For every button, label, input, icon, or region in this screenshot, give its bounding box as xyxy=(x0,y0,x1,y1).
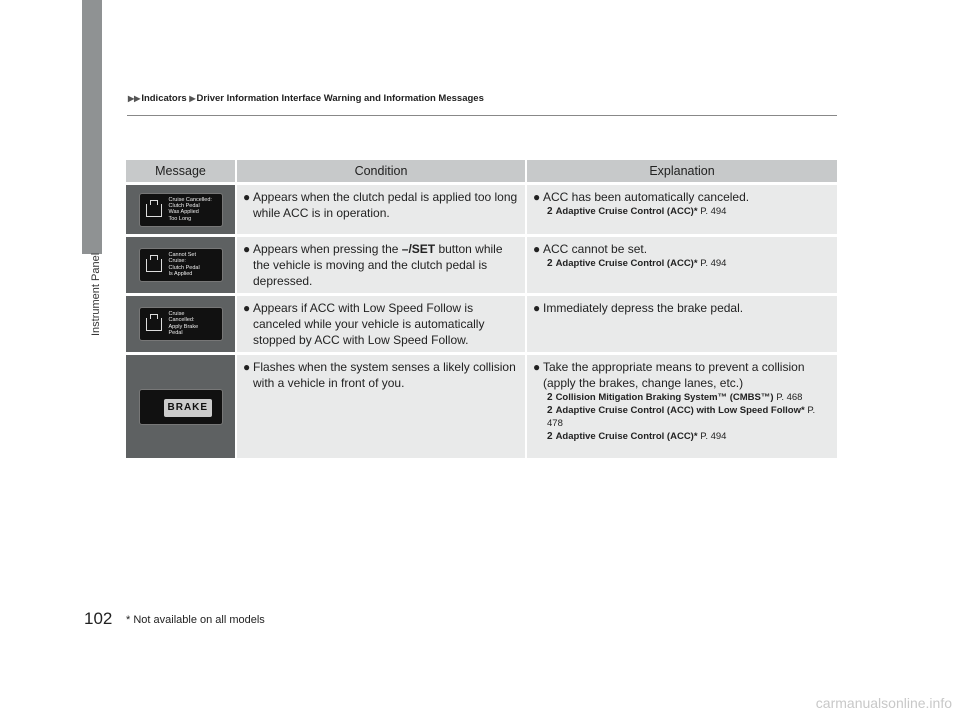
footnote: * Not available on all models xyxy=(126,614,265,626)
reference-page: P. 494 xyxy=(700,431,727,442)
brake-warning-label: BRAKE xyxy=(164,399,213,417)
section-tab xyxy=(82,0,102,254)
display-screen xyxy=(139,248,223,282)
reference-title: Adaptive Cruise Control (ACC) with Low Speed Follow xyxy=(555,405,801,416)
cross-reference-link[interactable] xyxy=(547,430,831,443)
message-image-cell xyxy=(126,296,237,352)
asterisk: * xyxy=(693,258,698,269)
display-screen xyxy=(139,389,223,425)
message-image-cell xyxy=(126,355,237,458)
explanation-text: Take the appropriate means to prevent a collision (apply the brakes, change lanes, etc.) xyxy=(543,360,805,390)
asterisk: * xyxy=(693,206,698,217)
bullet-icon: ● xyxy=(533,360,541,374)
explanation-text: Immediately depress the brake pedal. xyxy=(543,301,744,315)
display-screen xyxy=(139,193,223,227)
set-button-label: –/SET xyxy=(401,242,436,256)
watermark: carmanualsonline.info xyxy=(815,695,952,711)
condition-cell xyxy=(237,296,527,352)
bullet-icon: ● xyxy=(243,242,251,256)
explanation-text: ACC has been automatically canceled. xyxy=(543,190,750,204)
reference-icon: 2 xyxy=(547,258,553,269)
breadcrumb-item[interactable]: Driver Information Interface Warning and Information Messages xyxy=(196,93,484,104)
header-rule xyxy=(127,115,837,116)
explanation-cell xyxy=(527,355,837,458)
section-label: Instrument Panel xyxy=(90,252,102,336)
cross-reference-link[interactable] xyxy=(547,391,831,404)
column-header-explanation: Explanation xyxy=(527,160,837,182)
breadcrumb xyxy=(128,93,484,104)
cross-reference-link[interactable] xyxy=(547,205,831,218)
condition-text-part: Appears when pressing the xyxy=(253,242,402,256)
message-table xyxy=(126,157,837,461)
table-row xyxy=(126,296,837,352)
table-row xyxy=(126,355,837,458)
bullet-icon: ● xyxy=(533,242,541,256)
column-header-message: Message xyxy=(126,160,237,182)
explanation-text: ACC cannot be set. xyxy=(543,242,648,256)
reference-title: Collision Mitigation Braking System™ (CMBS™) xyxy=(555,392,774,403)
reference-icon: 2 xyxy=(547,392,553,403)
condition-text: Appears when the clutch pedal is applied too long while ACC is in operation. xyxy=(253,190,518,220)
reference-title: Adaptive Cruise Control (ACC) xyxy=(555,206,694,217)
reference-title: Adaptive Cruise Control (ACC) xyxy=(555,258,694,269)
bullet-icon: ● xyxy=(533,301,541,315)
condition-cell xyxy=(237,237,527,293)
reference-icon: 2 xyxy=(547,405,553,416)
bullet-icon: ● xyxy=(243,301,251,315)
table-header-row xyxy=(126,160,837,182)
display-screen xyxy=(139,307,223,341)
condition-text xyxy=(253,241,519,289)
breadcrumb-item[interactable]: Indicators xyxy=(141,93,187,104)
bullet-icon: ● xyxy=(533,190,541,204)
condition-cell xyxy=(237,355,527,458)
explanation-cell xyxy=(527,185,837,234)
message-image-cell xyxy=(126,237,237,293)
bullet-icon: ● xyxy=(243,190,251,204)
explanation-cell xyxy=(527,237,837,293)
condition-text-part: button while the vehicle is moving and the clutch pedal is depressed. xyxy=(253,242,503,288)
reference-page: P. 494 xyxy=(700,258,727,269)
screen-text: Cannot Set Cruise: Clutch Pedal Is Applied xyxy=(168,252,200,278)
screen-text: Cruise Cancelled: Clutch Pedal Was Applied Too Long xyxy=(168,196,212,222)
message-image-cell xyxy=(126,185,237,234)
column-header-condition: Condition xyxy=(237,160,527,182)
reference-page: P. 468 xyxy=(776,392,803,403)
breadcrumb-arrow-icon: ▶ xyxy=(189,94,196,103)
cross-reference-link[interactable] xyxy=(547,404,831,430)
table-row xyxy=(126,185,837,234)
breadcrumb-arrow-icon: ▶▶ xyxy=(128,94,141,103)
condition-text: Flashes when the system senses a likely collision with a vehicle in front of you. xyxy=(253,360,516,390)
condition-text: Appears if ACC with Low Speed Follow is canceled while your vehicle is automatically stopped by ACC with Low Speed Follow. xyxy=(253,301,485,347)
asterisk: * xyxy=(693,431,698,442)
asterisk: * xyxy=(800,405,805,416)
cross-reference-link[interactable] xyxy=(547,257,831,270)
cruise-cancel-icon xyxy=(146,259,162,272)
explanation-cell xyxy=(527,296,837,352)
reference-icon: 2 xyxy=(547,206,553,217)
cruise-cancel-icon xyxy=(146,318,162,331)
reference-page: P. 478 xyxy=(547,405,816,429)
screen-text: Cruise Cancelled: Apply Brake Pedal xyxy=(168,311,199,337)
page-number: 102 xyxy=(84,609,113,628)
reference-title: Adaptive Cruise Control (ACC) xyxy=(555,431,694,442)
reference-page: P. 494 xyxy=(700,206,727,217)
table-row xyxy=(126,237,837,293)
reference-icon: 2 xyxy=(547,431,553,442)
condition-cell xyxy=(237,185,527,234)
cruise-cancel-icon xyxy=(146,204,162,217)
bullet-icon: ● xyxy=(243,360,251,374)
